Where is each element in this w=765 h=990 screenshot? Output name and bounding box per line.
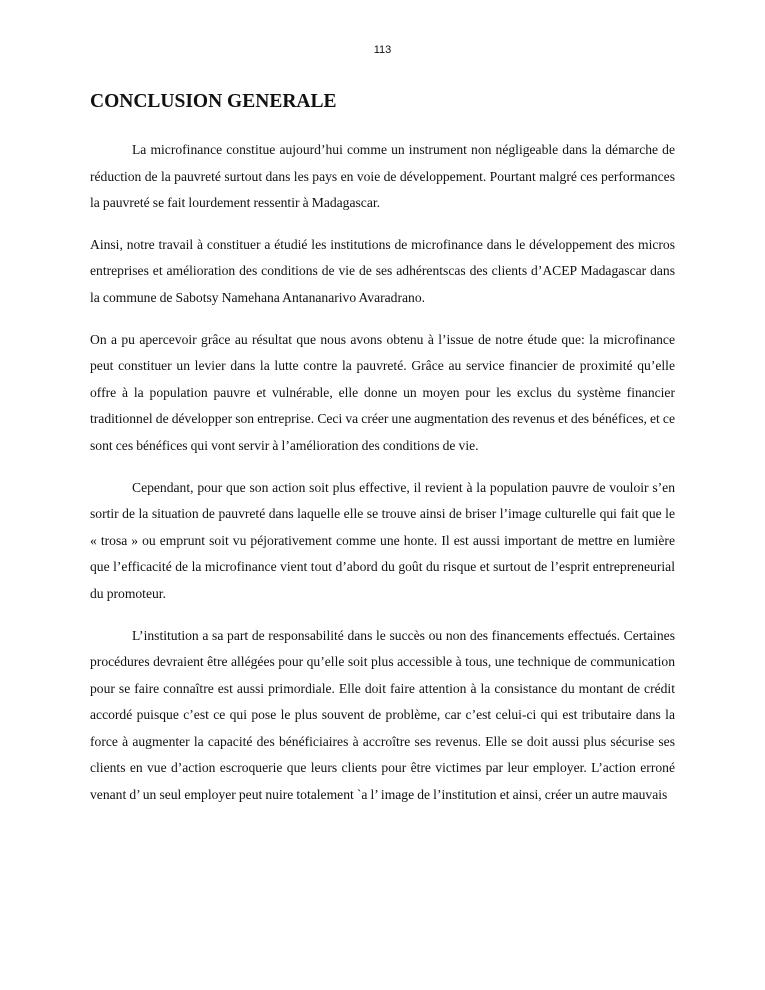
paragraph-5: L’institution a sa part de responsabilité dans le succès ou non des financements effectués. Certaines procédures devraient être allégées pour qu’elle soit plus accessible à tous, une technique de communication pour se faire connaître est aussi primordiale. Elle doit faire attention à la consistance du montant de crédit accordé puisque c’est ce qui pose le plus souvent de problème, car c’est celui-ci qui est tributaire dans la force à augmenter la capacité des bénéficiaires à accroître ses revenus. Elle se doit aussi plus sécurise ses clients en vue d’action escroquerie que leurs clients pour être victimes par leur employer. L’action erroné venant d’ un seul employer peut nuire totalement `a l’ image de l’institution et ainsi, créer un autre mauvais — [90, 627, 675, 803]
document-body — [90, 137, 675, 824]
paragraph-3: On a pu apercevoir grâce au résultat que nous avons obtenu à l’issue de notre étude que: la microfinance peut constituer un levier dans la lutte contre la pauvreté. Grâce au service financier de proximité qu’elle offre à la population pauvre et vulnérable, elle donne un moyen pour les exclus du système financier traditionnel de développer son entreprise. Ceci va créer une augmentation des revenus et des bénéfices, et ce sont ces bénéfices qui vont servir à l’amélioration des conditions de vie. — [90, 331, 675, 453]
paragraph-2: Ainsi, notre travail à constituer a étudié les institutions de microfinance dans le développement des micros entreprises et amélioration des conditions de vie de ses adhérentscas des clients d’ACEP Madagascar dans la commune de Sabotsy Namehana Antananarivo Avaradrano. — [90, 236, 675, 305]
page-title: CONCLUSION GENERALE — [90, 91, 337, 112]
paragraph-1: La microfinance constitue aujourd’hui comme un instrument non négligeable dans la démarche de réduction de la pauvreté surtout dans les pays en voie de développement. Pourtant malgré ces performances la pauvreté se fait lourdement ressentir à Madagascar. — [90, 142, 675, 211]
page-number: 113 — [373, 44, 392, 56]
paragraph-4: Cependant, pour que son action soit plus effective, il revient à la population pauvre de vouloir s’en sortir de la situation de pauvreté dans laquelle elle se trouve ainsi de briser l’image culturelle qui fait que le « trosa » ou emprunt soit vu péjorativement comme une honte. Il est aussi important de mettre en lumière que l’efficacité de la microfinance vient tout d’abord du goût du risque et surtout de l’esprit entrepreneurial du promoteur. — [90, 479, 675, 601]
